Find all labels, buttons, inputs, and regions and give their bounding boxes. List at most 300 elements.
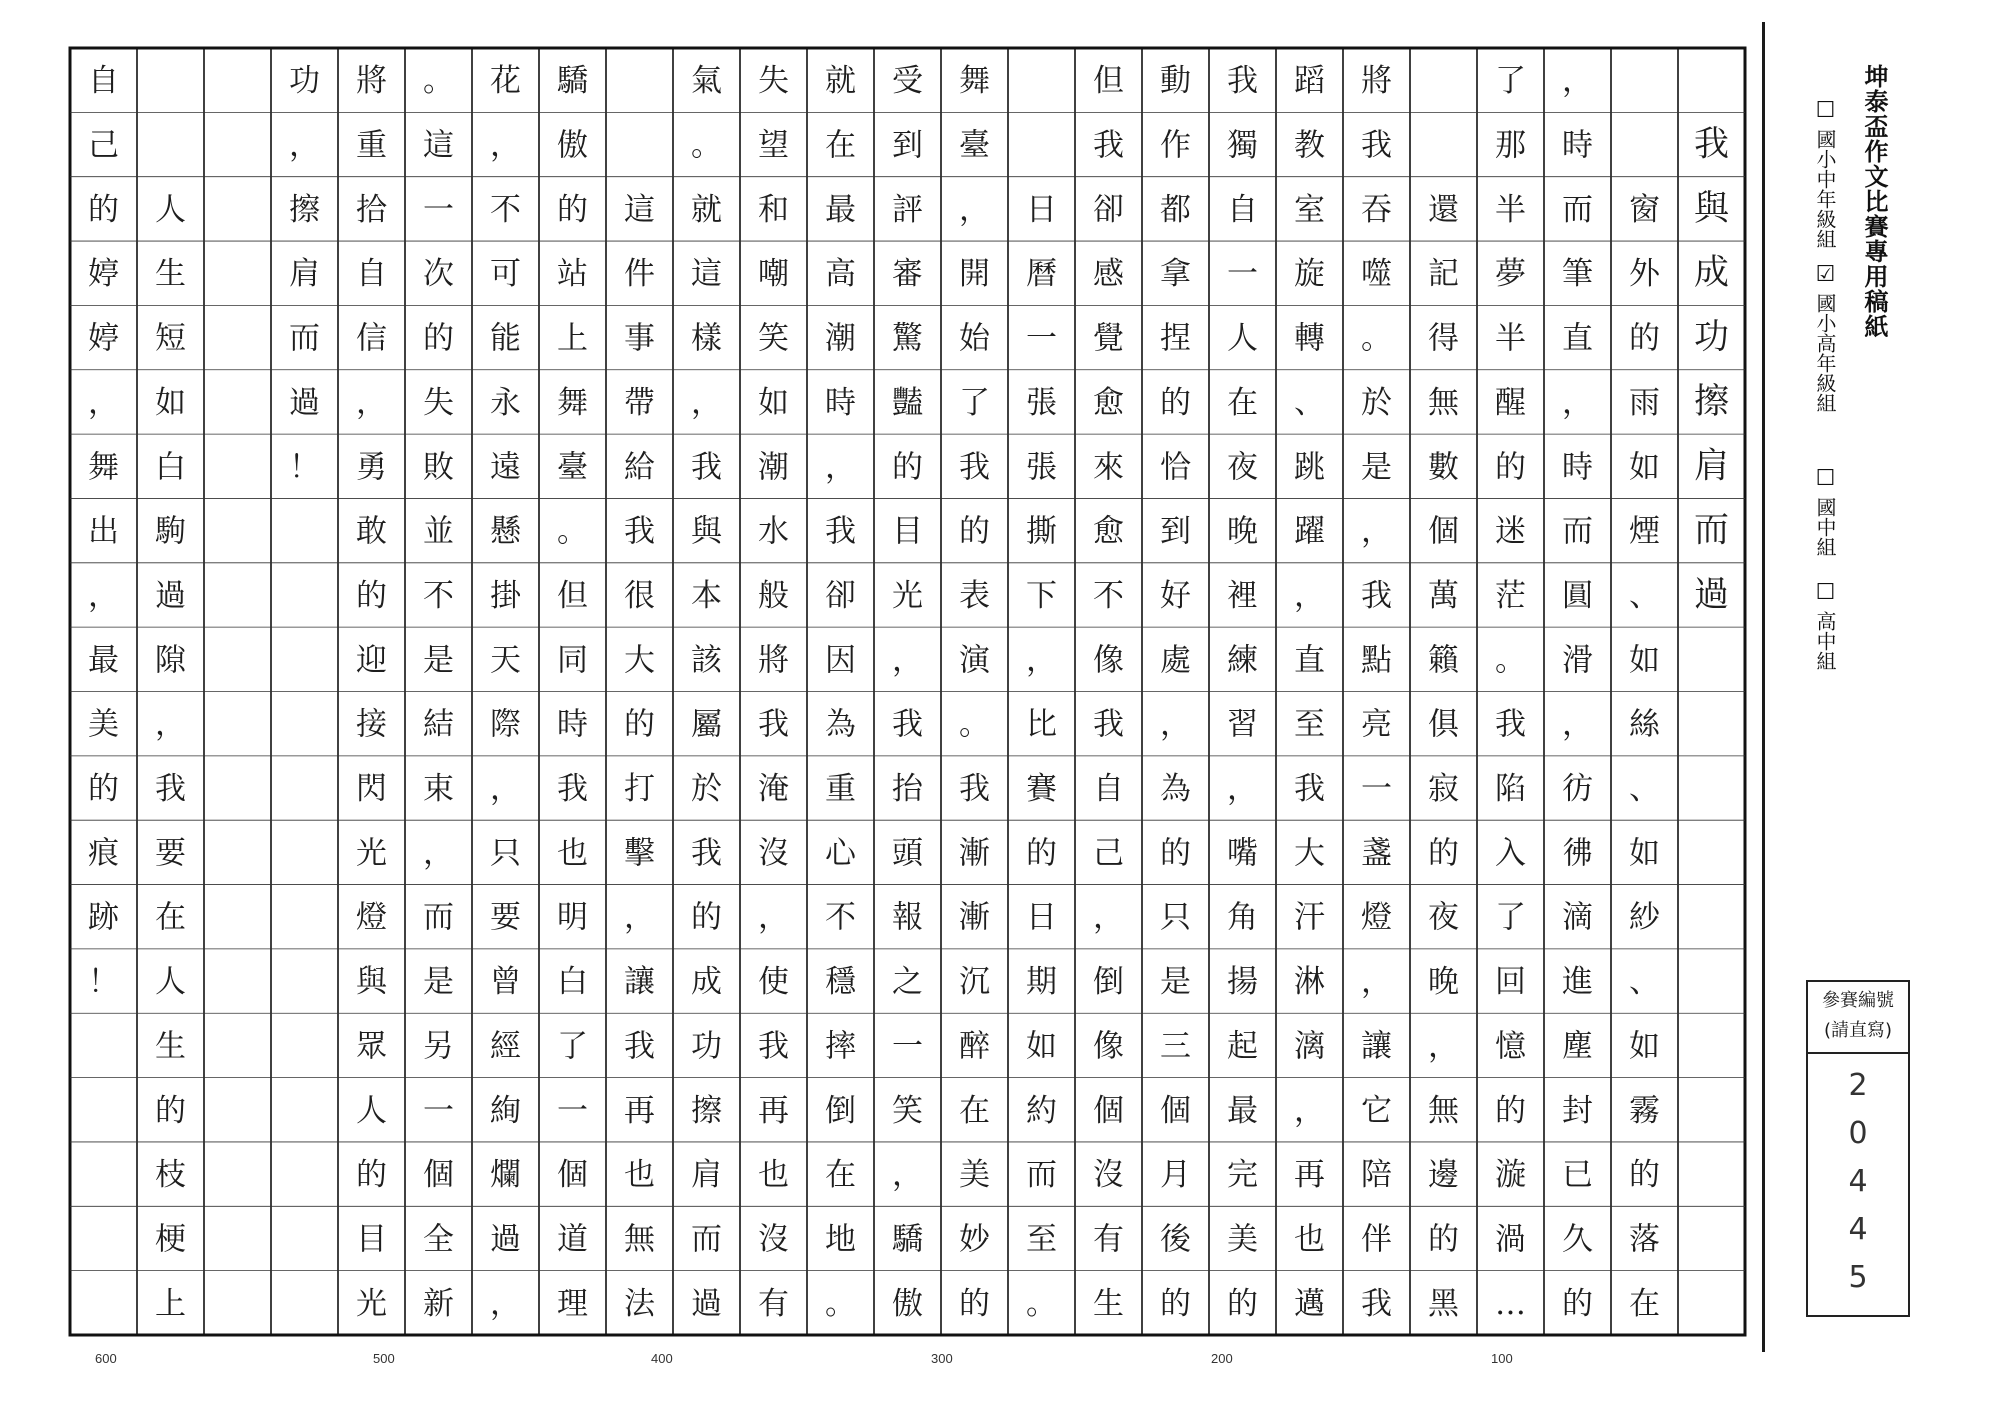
- essay-char: 在: [825, 1157, 856, 1194]
- essay-char: 梗: [155, 1221, 186, 1258]
- essay-char: 擦: [289, 191, 320, 228]
- essay-char: 日: [1026, 899, 1057, 936]
- essay-char: 花: [490, 63, 521, 100]
- essay-char: 擊: [624, 835, 655, 872]
- essay-char: 盞: [1361, 835, 1392, 872]
- essay-char: 那: [1495, 127, 1526, 164]
- essay-char: 獨: [1227, 127, 1258, 164]
- essay-char: 婷: [88, 256, 119, 293]
- essay-char: 拾: [356, 191, 387, 228]
- essay-char: 後: [1160, 1221, 1191, 1258]
- essay-char: 的: [356, 1157, 387, 1194]
- essay-char: 是: [423, 964, 454, 1001]
- essay-char: 如: [1629, 642, 1660, 679]
- essay-char: 久: [1562, 1221, 1593, 1258]
- essay-char: 了: [1495, 899, 1526, 936]
- essay-char: 至: [1294, 706, 1325, 743]
- essay-char: 另: [423, 1028, 454, 1065]
- essay-char: 評: [892, 191, 923, 228]
- essay-char: 豔: [892, 384, 923, 421]
- essay-char: 邊: [1428, 1157, 1459, 1194]
- essay-char: 人: [155, 964, 186, 1001]
- essay-char: 漸: [959, 899, 990, 936]
- essay-char: 淹: [758, 771, 789, 808]
- essay-char: ，: [1361, 964, 1392, 1001]
- option-senior-high[interactable]: [1804, 580, 1840, 671]
- essay-char: 的: [1629, 320, 1660, 357]
- essay-char: 如: [155, 384, 186, 421]
- essay-char: 絢: [490, 1092, 521, 1129]
- essay-char: 妙: [959, 1221, 990, 1258]
- essay-char: 嘴: [1227, 835, 1258, 872]
- essay-char: 而: [1562, 513, 1593, 550]
- checked-checkbox-icon[interactable]: ☑: [1813, 262, 1838, 287]
- essay-char: 直: [1294, 642, 1325, 679]
- essay-char: 彿: [1562, 835, 1593, 872]
- essay-title-char: 與: [1693, 188, 1730, 229]
- essay-char: 遠: [490, 449, 521, 486]
- essay-char: 寂: [1428, 771, 1459, 808]
- entry-number-hint: (請直寫): [1823, 1020, 1893, 1041]
- essay-char: 使: [758, 964, 789, 1001]
- essay-char: 過: [289, 384, 320, 421]
- essay-char: 嘲: [758, 256, 789, 293]
- essay-char: 懸: [490, 513, 521, 550]
- essay-char: ，: [892, 642, 923, 679]
- essay-char: 笑: [758, 320, 789, 357]
- essay-char: 隙: [155, 642, 186, 679]
- essay-char: 到: [1160, 513, 1191, 550]
- essay-char: 白: [557, 964, 588, 1001]
- essay-char: 我: [1093, 706, 1124, 743]
- essay-char: 就: [691, 191, 722, 228]
- essay-char: 本: [691, 577, 722, 614]
- essay-char: 的: [1495, 449, 1526, 486]
- essay-char: 個: [1093, 1092, 1124, 1129]
- essay-char: 滑: [1562, 642, 1593, 679]
- essay-char: 就: [825, 63, 856, 100]
- essay-char: 與: [691, 513, 722, 550]
- essay-char: 我: [1495, 706, 1526, 743]
- essay-char: 晚: [1428, 964, 1459, 1001]
- essay-char: 茫: [1495, 577, 1526, 614]
- essay-char: 陪: [1361, 1157, 1392, 1194]
- essay-char: 一: [1026, 320, 1057, 357]
- essay-char: 是: [1160, 964, 1191, 1001]
- essay-char: 的: [1428, 1221, 1459, 1258]
- essay-char: 這: [423, 127, 454, 164]
- essay-char: ！: [88, 964, 119, 1001]
- essay-char: 我: [758, 706, 789, 743]
- essay-char: 籟: [1428, 642, 1459, 679]
- essay-char: ，: [1026, 642, 1057, 679]
- essay-char: 沒: [1093, 1157, 1124, 1194]
- essay-char: 明: [557, 899, 588, 936]
- essay-char: 。: [1361, 320, 1392, 357]
- essay-char: 個: [1428, 513, 1459, 550]
- essay-char: 再: [758, 1092, 789, 1129]
- essay-char: 般: [758, 577, 789, 614]
- essay-char: 只: [1160, 899, 1191, 936]
- essay-char: 也: [1294, 1221, 1325, 1258]
- essay-char: 曾: [490, 964, 521, 1001]
- essay-char: 最: [825, 191, 856, 228]
- essay-char: 。: [1026, 1285, 1057, 1322]
- essay-char: 眾: [356, 1028, 387, 1065]
- essay-char: 信: [356, 320, 387, 357]
- essay-char: 束: [423, 771, 454, 808]
- checkbox-icon[interactable]: ☐: [1813, 466, 1838, 491]
- essay-char: 於: [1361, 384, 1392, 421]
- essay-char: 筆: [1562, 256, 1593, 293]
- essay-char: 擦: [691, 1092, 722, 1129]
- essay-char: 重: [825, 771, 856, 808]
- essay-char: 起: [1227, 1028, 1258, 1065]
- char-count-mark-200: 200: [1211, 1351, 1233, 1366]
- essay-char: 美: [1227, 1221, 1258, 1258]
- essay-char: 愈: [1093, 384, 1124, 421]
- essay-char: 將: [1361, 63, 1392, 100]
- char-count-mark-500: 500: [373, 1351, 395, 1366]
- essay-char: 天: [490, 642, 521, 679]
- essay-char: ，: [289, 127, 320, 164]
- essay-char: 一: [892, 1028, 923, 1065]
- essay-char: 為: [825, 706, 856, 743]
- essay-char: 旋: [1294, 256, 1325, 293]
- essay-char: 重: [356, 127, 387, 164]
- essay-char: 我: [892, 706, 923, 743]
- essay-char: 的: [88, 771, 119, 808]
- essay-char: 不: [423, 577, 454, 614]
- essay-char: 蹈: [1294, 63, 1325, 100]
- essay-char: 全: [423, 1221, 454, 1258]
- char-count-mark-400: 400: [651, 1351, 673, 1366]
- essay-char: 是: [423, 642, 454, 679]
- essay-char: 迎: [356, 642, 387, 679]
- essay-char: 邁: [1294, 1285, 1325, 1322]
- essay-char: 大: [1294, 835, 1325, 872]
- essay-char: 大: [624, 642, 655, 679]
- essay-char: 只: [490, 835, 521, 872]
- essay-char: 如: [1629, 835, 1660, 872]
- essay-char: 燈: [356, 899, 387, 936]
- entry-number-label: 參賽編號: [1822, 990, 1894, 1011]
- essay-char: 光: [356, 1285, 387, 1322]
- essay-char: 煙: [1629, 513, 1660, 550]
- essay-char: 躍: [1294, 513, 1325, 550]
- essay-char: 的: [88, 191, 119, 228]
- essay-char: 迷: [1495, 513, 1526, 550]
- essay-char: 短: [155, 320, 186, 357]
- option-label: 高中組: [1813, 611, 1837, 671]
- essay-char: 很: [624, 577, 655, 614]
- essay-char: 賽: [1026, 771, 1057, 808]
- essay-char: 最: [1227, 1092, 1258, 1129]
- essay-char: 痕: [88, 835, 119, 872]
- essay-char: 而: [1026, 1157, 1057, 1194]
- essay-char: 同: [557, 642, 588, 679]
- essay-char: 將: [758, 642, 789, 679]
- essay-char: 恰: [1160, 449, 1191, 486]
- essay-char: 無: [1428, 384, 1459, 421]
- essay-char: 覺: [1093, 320, 1124, 357]
- essay-char: 絲: [1629, 706, 1660, 743]
- essay-char: 倒: [825, 1092, 856, 1129]
- essay-char: 上: [557, 320, 588, 357]
- essay-char: 要: [490, 899, 521, 936]
- option-label: 國小中年級組: [1813, 129, 1837, 249]
- essay-char: 的: [155, 1092, 186, 1129]
- essay-char: 一: [557, 1092, 588, 1129]
- essay-char: 地: [825, 1221, 856, 1258]
- essay-char: ，: [1294, 577, 1325, 614]
- essay-char: 開: [959, 256, 990, 293]
- essay-char: ，: [825, 449, 856, 486]
- essay-char: 噬: [1361, 256, 1392, 293]
- essay-title-char: 而: [1693, 510, 1730, 551]
- essay-char: 表: [959, 577, 990, 614]
- essay-char: 俱: [1428, 706, 1459, 743]
- essay-char: 摔: [825, 1028, 856, 1065]
- essay-char: 我: [691, 835, 722, 872]
- essay-char: 的: [1562, 1285, 1593, 1322]
- essay-char: 美: [959, 1157, 990, 1194]
- essay-char: 曆: [1026, 256, 1057, 293]
- essay-char: ，: [88, 384, 119, 421]
- essay-char: 陷: [1495, 771, 1526, 808]
- essay-char: 入: [1495, 835, 1526, 872]
- essay-char: 出: [88, 513, 119, 550]
- essay-char: 處: [1160, 642, 1191, 679]
- essay-char: 人: [356, 1092, 387, 1129]
- essay-char: 笑: [892, 1092, 923, 1129]
- essay-char: 習: [1227, 706, 1258, 743]
- essay-char: 卻: [825, 577, 856, 614]
- checkbox-icon[interactable]: ☐: [1813, 580, 1838, 605]
- option-junior-high[interactable]: [1804, 466, 1840, 557]
- checkbox-icon[interactable]: ☐: [1813, 98, 1838, 123]
- margin-divider: [1762, 22, 1765, 1352]
- essay-char: 將: [356, 63, 387, 100]
- essay-char: 夜: [1428, 899, 1459, 936]
- essay-char: 功: [289, 63, 320, 100]
- entry-number-header: [1808, 982, 1908, 1054]
- essay-char: 月: [1160, 1157, 1191, 1194]
- essay-char: 光: [892, 577, 923, 614]
- essay-char: 但: [557, 577, 588, 614]
- essay-char: 光: [356, 835, 387, 872]
- option-label: 國小高年級組: [1813, 293, 1837, 413]
- essay-char: 的: [1160, 384, 1191, 421]
- essay-char: 道: [557, 1221, 588, 1258]
- option-label: 國中組: [1813, 497, 1837, 557]
- entry-number-value: [1808, 1054, 1908, 1302]
- essay-char: 窗: [1629, 191, 1660, 228]
- essay-char: 也: [758, 1157, 789, 1194]
- essay-char: ，: [892, 1157, 923, 1194]
- essay-char: 時: [1562, 449, 1593, 486]
- essay-char: ，: [1160, 706, 1191, 743]
- essay-char: 轉: [1294, 320, 1325, 357]
- essay-char: 讓: [1361, 1028, 1392, 1065]
- essay-char: 始: [959, 320, 990, 357]
- essay-char: 件: [624, 256, 655, 293]
- essay-char: 生: [155, 256, 186, 293]
- essay-char: 在: [825, 127, 856, 164]
- essay-char: 也: [624, 1157, 655, 1194]
- essay-char: 事: [624, 320, 655, 357]
- essay-char: 它: [1361, 1092, 1392, 1129]
- essay-char: 期: [1026, 964, 1057, 1001]
- essay-char: 、: [1294, 384, 1325, 421]
- essay-char: 我: [155, 771, 186, 808]
- essay-char: 我: [959, 771, 990, 808]
- essay-char: 萬: [1428, 577, 1459, 614]
- essay-char: 霧: [1629, 1092, 1660, 1129]
- essay-char: 閃: [356, 771, 387, 808]
- essay-char: 漸: [959, 835, 990, 872]
- essay-char: 下: [1026, 577, 1057, 614]
- essay-char: 愈: [1093, 513, 1124, 550]
- essay-char: 與: [356, 964, 387, 1001]
- essay-char: 個: [557, 1157, 588, 1194]
- essay-char: 汗: [1294, 899, 1325, 936]
- essay-char: 失: [423, 384, 454, 421]
- essay-char: 次: [423, 256, 454, 293]
- essay-char: 的: [959, 513, 990, 550]
- essay-title-char: 肩: [1693, 446, 1730, 487]
- essay-char: 揚: [1227, 964, 1258, 1001]
- essay-char: 漓: [1294, 1028, 1325, 1065]
- essay-char: ，: [490, 771, 521, 808]
- essay-char: 進: [1562, 964, 1593, 1001]
- essay-char: 之: [892, 964, 923, 1001]
- essay-char: 婷: [88, 320, 119, 357]
- essay-char: 自: [1227, 191, 1258, 228]
- essay-char: 時: [557, 706, 588, 743]
- essay-char: 得: [1428, 320, 1459, 357]
- essay-char: 作: [1160, 127, 1191, 164]
- essay-title-char: 過: [1693, 574, 1730, 615]
- essay-char: 張: [1026, 384, 1057, 421]
- essay-title-char: 擦: [1693, 381, 1730, 422]
- essay-char: 的: [1160, 1285, 1191, 1322]
- essay-char: 枝: [155, 1157, 186, 1194]
- essay-char: 要: [155, 835, 186, 872]
- essay-char: 回: [1495, 964, 1526, 1001]
- essay-char: 的: [892, 449, 923, 486]
- essay-char: 的: [1495, 1092, 1526, 1129]
- essay-char: 理: [557, 1285, 588, 1322]
- essay-char: 新: [423, 1285, 454, 1322]
- essay-char: 不: [1093, 577, 1124, 614]
- essay-char: 一: [1361, 771, 1392, 808]
- essay-char: 封: [1562, 1092, 1593, 1129]
- essay-char: 跡: [88, 899, 119, 936]
- essay-char: 望: [758, 127, 789, 164]
- essay-char: ，: [959, 191, 990, 228]
- essay-char: 這: [691, 256, 722, 293]
- option-elementary-middle[interactable]: [1804, 98, 1840, 249]
- essay-char: 該: [691, 642, 722, 679]
- essay-char: 和: [758, 191, 789, 228]
- essay-char: 半: [1495, 320, 1526, 357]
- essay-char: 個: [423, 1157, 454, 1194]
- essay-char: ，: [758, 899, 789, 936]
- essay-char: 彷: [1562, 771, 1593, 808]
- essay-char: 夢: [1495, 256, 1526, 293]
- essay-char: 潮: [825, 320, 856, 357]
- essay-char: 勇: [356, 449, 387, 486]
- essay-char: 傲: [892, 1285, 923, 1322]
- essay-char: 我: [1361, 577, 1392, 614]
- essay-char: 無: [1428, 1092, 1459, 1129]
- entry-digit: 0: [1848, 1116, 1868, 1151]
- option-elementary-senior[interactable]: [1804, 262, 1840, 413]
- entry-digit: 4: [1848, 1164, 1868, 1199]
- essay-char: 過: [490, 1221, 521, 1258]
- essay-char: …: [1495, 1285, 1526, 1322]
- essay-char: 頭: [892, 835, 923, 872]
- essay-char: 而: [1562, 191, 1593, 228]
- essay-char: 舞: [88, 449, 119, 486]
- essay-char: 掛: [490, 577, 521, 614]
- essay-char: 黑: [1428, 1285, 1459, 1322]
- essay-char: ！: [289, 449, 320, 486]
- essay-char: ，: [1562, 384, 1593, 421]
- essay-char: 撕: [1026, 513, 1057, 550]
- essay-char: ，: [1294, 1092, 1325, 1129]
- essay-char: 我: [624, 1028, 655, 1065]
- essay-char: 還: [1428, 191, 1459, 228]
- essay-char: ，: [356, 384, 387, 421]
- essay-char: 不: [490, 191, 521, 228]
- essay-char: ，: [1361, 513, 1392, 550]
- essay-title-char: 我: [1693, 124, 1730, 165]
- essay-char: 是: [1361, 449, 1392, 486]
- essay-char: 練: [1227, 642, 1258, 679]
- essay-char: 樣: [691, 320, 722, 357]
- essay-char: 驕: [892, 1221, 923, 1258]
- essay-char: 外: [1629, 256, 1660, 293]
- essay-char: 美: [88, 706, 119, 743]
- char-count-mark-600: 600: [95, 1351, 117, 1366]
- essay-char: 倒: [1093, 964, 1124, 1001]
- essay-char: 我: [691, 449, 722, 486]
- essay-char: 在: [959, 1092, 990, 1129]
- entry-digit: 2: [1848, 1068, 1868, 1103]
- essay-char: 教: [1294, 127, 1325, 164]
- essay-char: 到: [892, 127, 923, 164]
- essay-char: 如: [1629, 1028, 1660, 1065]
- essay-title-char: 功: [1693, 317, 1730, 358]
- essay-char: 過: [155, 577, 186, 614]
- essay-char: 際: [490, 706, 521, 743]
- essay-char: 捏: [1160, 320, 1191, 357]
- essay-char: 我: [1227, 63, 1258, 100]
- essay-char: 裡: [1227, 577, 1258, 614]
- essay-char: 報: [892, 899, 923, 936]
- essay-char: 直: [1562, 320, 1593, 357]
- essay-char: 室: [1294, 191, 1325, 228]
- essay-char: 角: [1227, 899, 1258, 936]
- essay-char: 而: [289, 320, 320, 357]
- essay-char: 氣: [691, 63, 722, 100]
- essay-char: 的: [1160, 835, 1191, 872]
- essay-char: 能: [490, 320, 521, 357]
- essay-char: 的: [959, 1285, 990, 1322]
- essay-char: 漩: [1495, 1157, 1526, 1194]
